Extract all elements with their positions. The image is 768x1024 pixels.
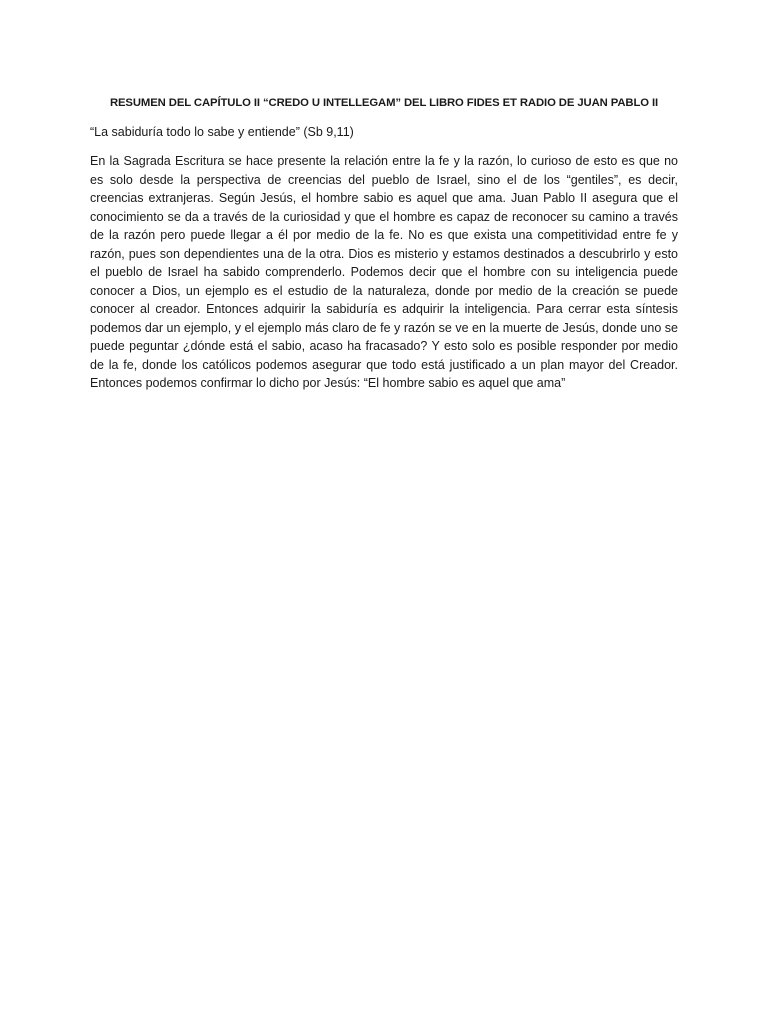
epigraph-quote: “La sabiduría todo lo sabe y entiende” (Sb 9,11) <box>90 125 354 139</box>
document-content <box>90 94 678 393</box>
body-paragraph: En la Sagrada Escritura se hace presente la relación entre la fe y la razón, lo curioso de esto es que no es solo desde la perspectiva de creencias del pueblo de Israel, sino el de los “gentiles”, es decir, creencias extranjeras. Según Jesús, el hombre sabio es aquel que ama. Juan Pablo II asegura que el conocimiento se da a través de la curiosidad y que el hombre es capaz de reconocer su camino a través de la razón pero puede llegar a él por medio de la fe. No es que exista una competitividad entre fe y razón, pues son dependientes una de la otra. Dios es misterio y estamos destinados a descubrirlo y esto el pueblo de Israel ha sabido comprenderlo. Podemos decir que el hombre con su inteligencia puede conocer a Dios, un ejemplo es el estudio de la naturaleza, donde por medio de la creación se puede conocer al creador. Entonces adquirir la sabiduría es adquirir la inteligencia. Para cerrar esta síntesis podemos dar un ejemplo, y el ejemplo más claro de fe y razón se ve en la muerte de Jesús, donde uno se puede peguntar ¿dónde está el sabio, acaso ha fracasado? Y esto solo es posible responder por medio de la fe, donde los católicos podemos asegurar que todo está justificado a un plan mayor del Creador. Entonces podemos confirmar lo dicho por Jesús: “El hombre sabio es aquel que ama” <box>90 154 678 390</box>
document-title: RESUMEN DEL CAPÍTULO II “CREDO U INTELLEGAM” DEL LIBRO FIDES ET RADIO DE JUAN PABLO II <box>109 97 659 109</box>
